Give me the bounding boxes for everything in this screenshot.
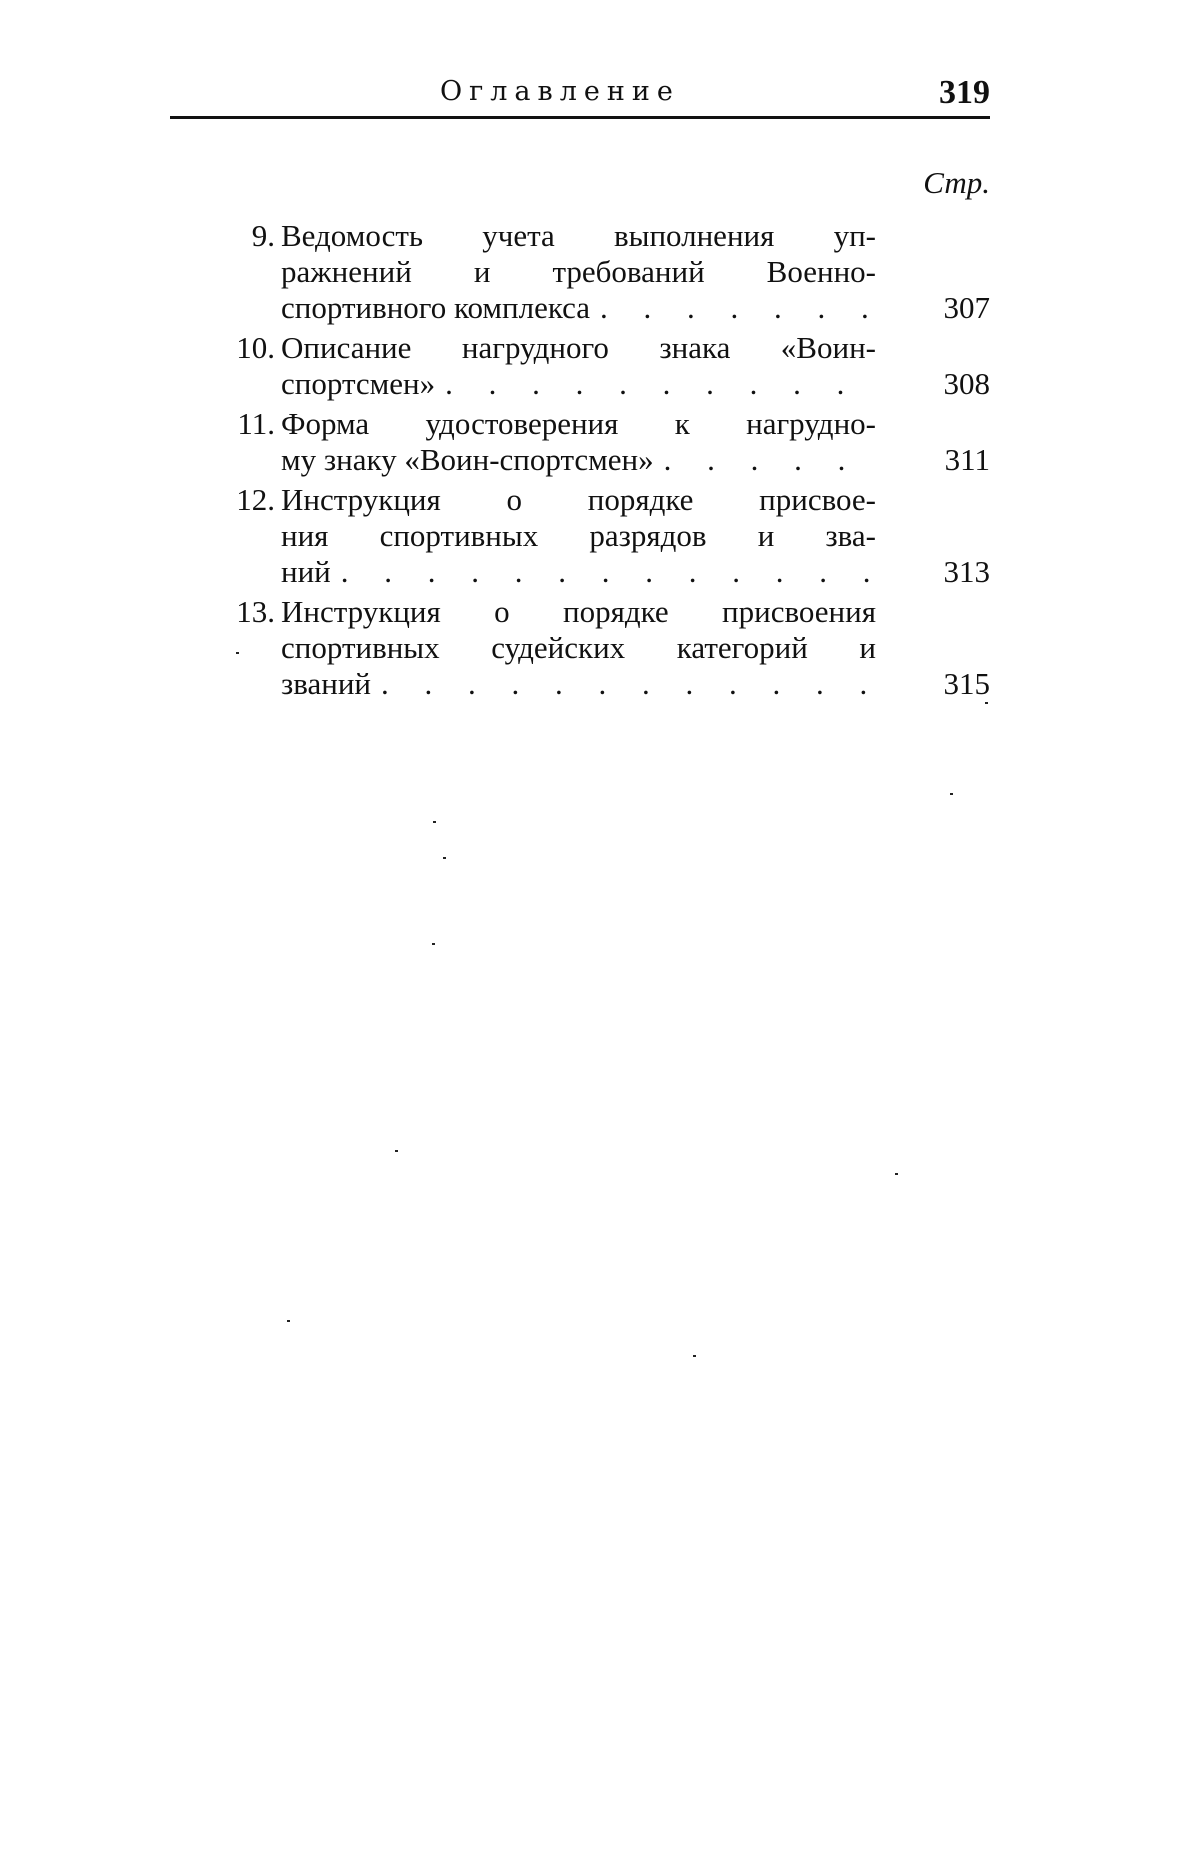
toc-entry-page: 308 xyxy=(943,366,990,401)
running-head xyxy=(170,74,990,116)
dot-leader xyxy=(654,442,876,478)
toc-entry-line: ния спортивных разрядов и зва- xyxy=(281,518,876,553)
dot-leader xyxy=(371,666,876,702)
toc-entry-title xyxy=(281,594,876,702)
scan-speck xyxy=(395,1150,398,1152)
toc-entry-page: 315 xyxy=(943,666,990,701)
toc-entry-line: ражнений и требований Военно- xyxy=(281,254,876,289)
header-rule xyxy=(170,116,990,119)
toc-entry-title xyxy=(281,482,876,590)
toc-entry-page: 311 xyxy=(944,442,990,477)
toc-entry-page: 313 xyxy=(943,554,990,589)
toc-entry-line: званий xyxy=(281,666,372,701)
toc-entry-number: 11. xyxy=(237,406,275,441)
toc-entry[interactable] xyxy=(200,482,990,590)
toc-entry-line: Форма удостоверения к нагрудно- xyxy=(281,406,876,441)
scan-speck xyxy=(236,652,239,654)
toc-entry-line: Инструкция о порядке присвоения xyxy=(281,594,876,629)
toc-entry-line: Описание нагрудного знака «Воин- xyxy=(281,330,876,365)
toc-entry-number: 9. xyxy=(251,218,275,253)
dot-leader xyxy=(590,290,876,326)
scan-speck xyxy=(693,1355,696,1357)
toc-entry-number: 12. xyxy=(236,482,275,517)
toc-entry-title xyxy=(281,330,876,402)
toc-entry[interactable] xyxy=(200,330,990,402)
scan-speck xyxy=(432,943,435,945)
dot-leader xyxy=(435,366,876,402)
toc-entry-last-line xyxy=(281,554,876,590)
toc-entry-title xyxy=(281,218,876,326)
scan-speck xyxy=(985,702,988,704)
toc-entry-number: 13. xyxy=(236,594,275,629)
toc-entry-line: ний xyxy=(281,554,331,589)
toc-entry-line: спортивного комплекса xyxy=(281,290,591,325)
table-of-contents xyxy=(200,218,990,706)
toc-entry-line: спортивных судейских категорий и xyxy=(281,630,876,665)
page-number: 319 xyxy=(939,74,990,111)
toc-entry-number: 10. xyxy=(236,330,275,365)
toc-entry-page: 307 xyxy=(943,290,990,325)
toc-entry-last-line xyxy=(281,366,876,402)
toc-entry[interactable] xyxy=(200,406,990,478)
toc-entry[interactable] xyxy=(200,218,990,326)
toc-entry-line: спортсмен» xyxy=(281,366,436,401)
scan-speck xyxy=(950,793,953,795)
scan-speck xyxy=(895,1173,898,1175)
toc-entry-line: Инструкция о порядке присвое- xyxy=(281,482,876,517)
toc-entry-line: му знаку «Воин-спортсмен» xyxy=(281,442,654,477)
toc-entry-title xyxy=(281,406,876,478)
scan-speck xyxy=(433,821,436,823)
running-title: Оглавление xyxy=(440,76,680,107)
scan-speck xyxy=(443,857,446,859)
scan-speck xyxy=(287,1320,290,1322)
toc-entry-last-line xyxy=(281,290,876,326)
dot-leader xyxy=(331,554,876,590)
toc-entry-last-line xyxy=(281,442,876,478)
pages-column-label: Стр. xyxy=(923,165,990,200)
toc-entry-line: Ведомость учета выполнения уп- xyxy=(281,218,876,253)
toc-entry[interactable] xyxy=(200,594,990,702)
toc-entry-last-line xyxy=(281,666,876,702)
